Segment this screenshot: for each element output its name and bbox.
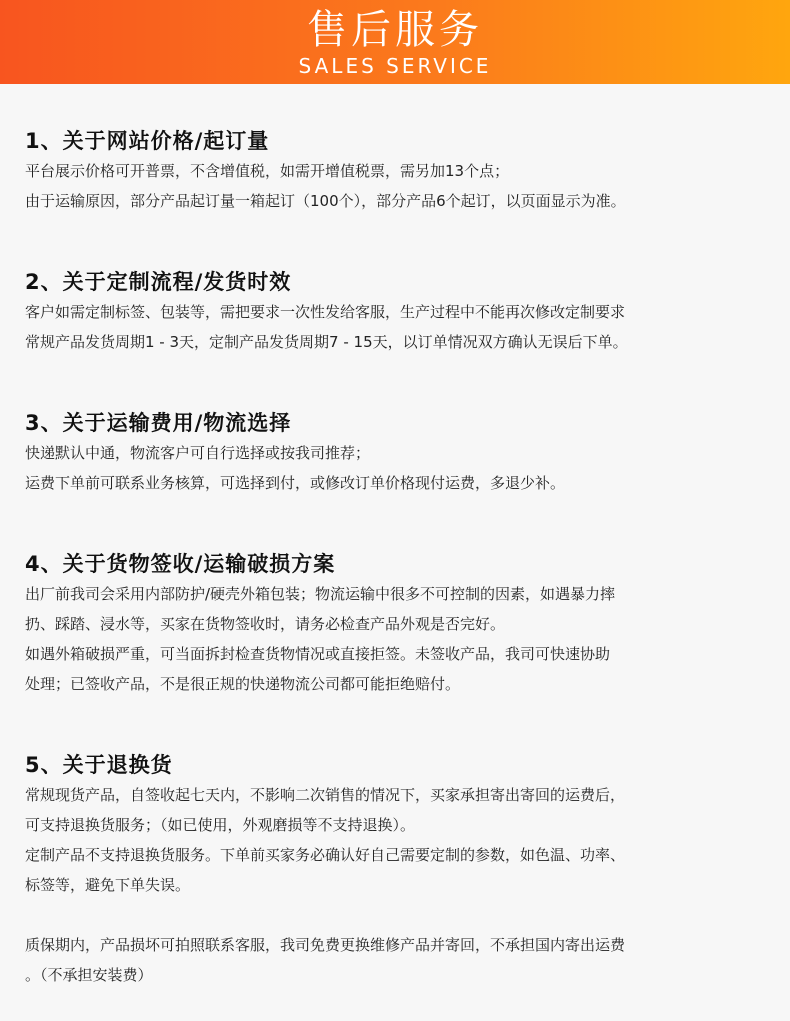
section-line: 运费下单前可联系业务核算，可选择到付，或修改订单价格现付运费，多退少补。 xyxy=(25,474,566,492)
section-line: 可支持退换货服务；（如已使用，外观磨损等不支持退换）。 xyxy=(25,816,416,834)
header-banner xyxy=(0,0,790,84)
section-heading: 3、关于运输费用/物流选择 xyxy=(25,411,292,435)
section-line: 平台展示价格可开普票，不含增值税，如需开增值税票，需另加13个点； xyxy=(25,162,510,180)
section-line: 出厂前我司会采用内部防护/硬壳外箱包装；物流运输中很多不可控制的因素，如遇暴力摔 xyxy=(25,585,616,603)
section-price-moq xyxy=(25,126,790,216)
section-line: 如遇外箱破损严重，可当面拆封检查货物情况或直接拒签。未签收产品，我司可快速协助 xyxy=(25,645,611,663)
page-subtitle: SALES SERVICE xyxy=(298,54,492,78)
section-line: 处理；已签收产品，不是很正规的快递物流公司都可能拒绝赔付。 xyxy=(25,675,461,693)
section-customization-delivery xyxy=(25,267,790,357)
section-line: 质保期内，产品损坏可拍照联系客服，我司免费更换维修产品并寄回，不承担国内寄出运费 xyxy=(25,936,626,954)
section-line: 常规现货产品，自签收起七天内，不影响二次销售的情况下，买家承担寄出寄回的运费后， xyxy=(25,786,626,804)
section-line: 扔、踩踏、浸水等，买家在货物签收时，请务必检查产品外观是否完好。 xyxy=(25,615,506,633)
section-line: 标签等，避免下单失误。 xyxy=(25,876,191,894)
section-line: 定制产品不支持退换货服务。下单前买家务必确认好自己需要定制的参数，如色温、功率、 xyxy=(25,846,626,864)
section-line-spacer xyxy=(25,900,790,930)
section-line: 。（不承担安装费） xyxy=(25,966,153,984)
section-heading: 4、关于货物签收/运输破损方案 xyxy=(25,552,336,576)
section-receipt-damage xyxy=(25,549,790,699)
section-line: 快递默认中通，物流客户可自行选择或按我司推荐； xyxy=(25,444,371,462)
section-line: 常规产品发货周期1 - 3天，定制产品发货周期7 - 15天，以订单情况双方确认无误后下单。 xyxy=(25,333,628,351)
section-heading: 5、关于退换货 xyxy=(25,753,173,777)
section-line: 客户如需定制标签、包装等，需把要求一次性发给客服，生产过程中不能再次修改定制要求 xyxy=(25,303,626,321)
section-returns xyxy=(25,750,790,990)
section-line: 由于运输原因，部分产品起订量一箱起订（100个），部分产品6个起订，以页面显示为准。 xyxy=(25,192,626,210)
section-heading: 2、关于定制流程/发货时效 xyxy=(25,270,292,294)
page-title: 售后服务 xyxy=(307,7,483,53)
section-shipping-logistics xyxy=(25,408,790,498)
section-heading: 1、关于网站价格/起订量 xyxy=(25,129,270,153)
